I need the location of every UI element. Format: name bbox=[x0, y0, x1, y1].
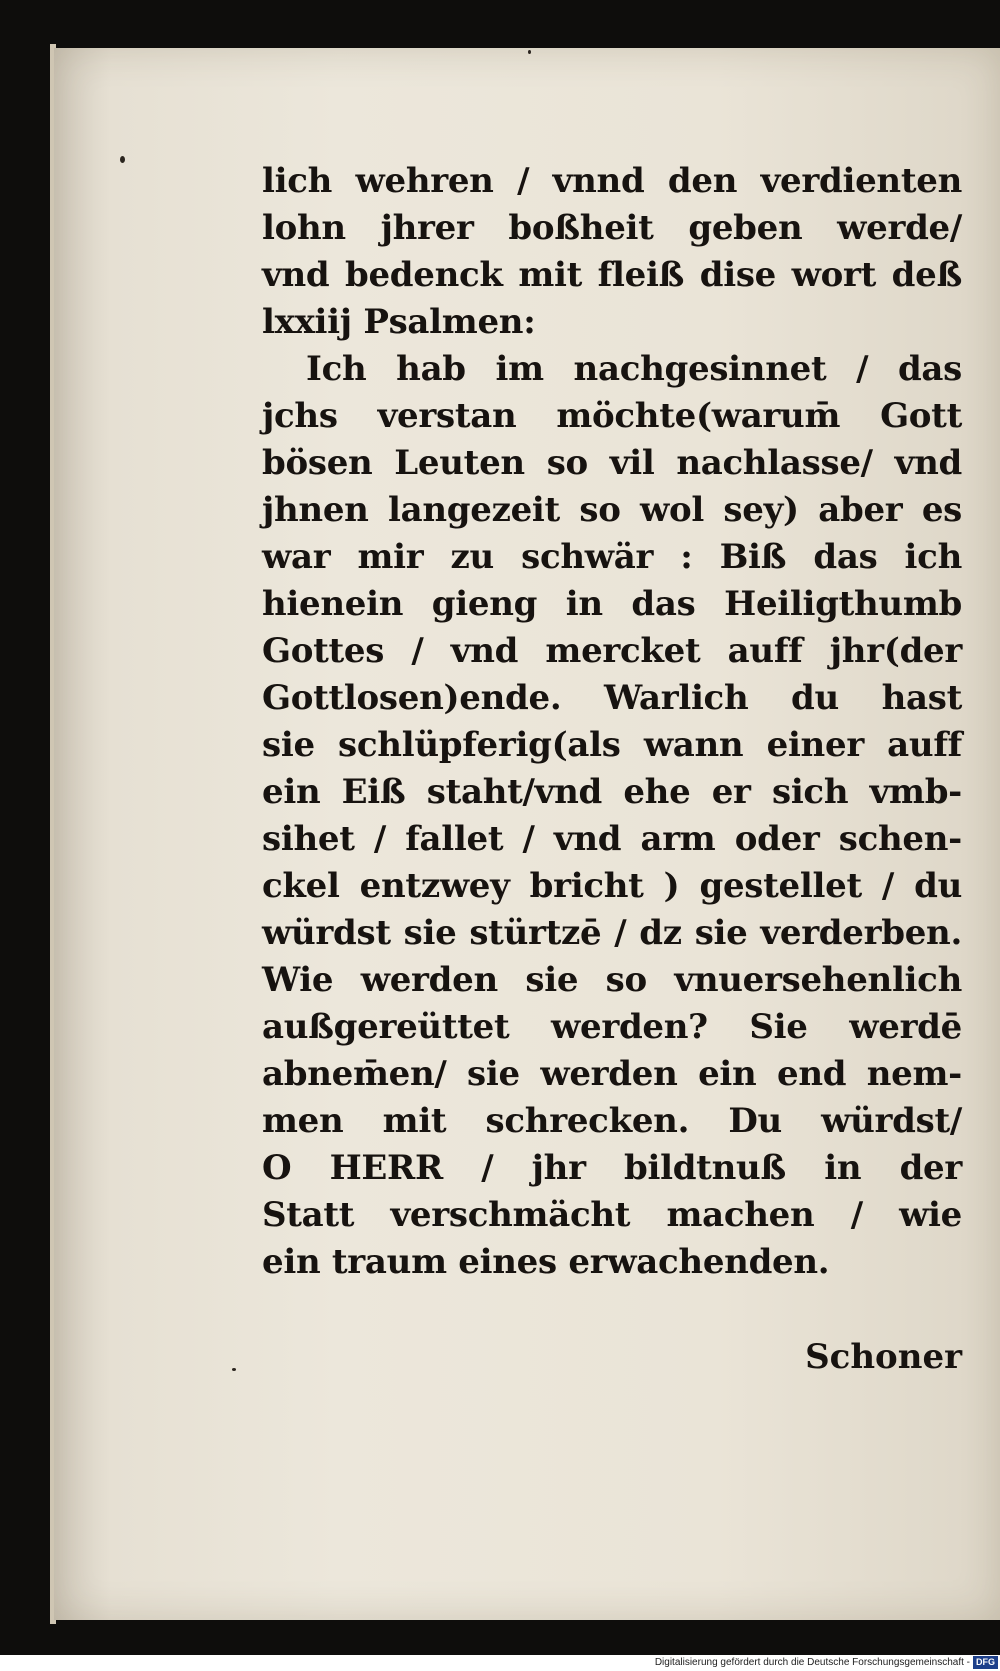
text-line: hienein gieng in das Heiligthumb bbox=[262, 584, 962, 624]
text-line: außgereüttet werden? Sie werdē bbox=[262, 1007, 962, 1047]
ink-speck bbox=[528, 50, 531, 54]
text-line: Gottes / vnd mercket auff jhr(der bbox=[262, 631, 962, 671]
text-line: abnem̄en/ sie werden ein end nem- bbox=[262, 1054, 962, 1094]
text-line: lich wehren / vnnd den verdienten bbox=[262, 161, 962, 201]
text-line: bösen Leuten so vil nachlasse/ vnd bbox=[262, 443, 962, 483]
text-line: war mir zu schwär : Biß das ich bbox=[262, 537, 962, 577]
text-line: O HERR / jhr bildtnuß in der bbox=[262, 1148, 962, 1188]
text-line: Wie werden sie so vnuersehenlich bbox=[262, 960, 962, 1000]
text-line: ckel entzwey bricht ) gestellet / du bbox=[262, 866, 962, 906]
text-line: sie schlüpferig(als wann einer auff bbox=[262, 725, 962, 765]
text-line: würdst sie stürtzē / dz sie verderben. bbox=[262, 913, 962, 953]
text-line: ein Eiß staht/vnd ehe er sich vmb- bbox=[262, 772, 962, 812]
page-text bbox=[262, 158, 962, 1286]
text-line: ein traum eines erwachenden. bbox=[262, 1242, 830, 1282]
text-line: lxxiij Psalmen: bbox=[262, 302, 536, 342]
text-line: jchs verstan möchte(warum̄ Gott bbox=[262, 396, 962, 436]
text-line: Ich hab im nachgesinnet / das bbox=[306, 349, 962, 389]
footer-bar bbox=[0, 1655, 1000, 1671]
text-line: jhnen langezeit so wol sey) aber es bbox=[262, 490, 962, 530]
text-line: vnd bedenck mit fleiß dise wort deß bbox=[262, 255, 962, 295]
footer-credit: Digitalisierung gefördert durch die Deutsche Forschungsgemeinschaft - bbox=[654, 1657, 970, 1668]
ink-speck bbox=[232, 1368, 236, 1371]
dfg-logo: DFG bbox=[973, 1656, 998, 1669]
ink-speck bbox=[120, 156, 125, 163]
catchword: Schoner bbox=[805, 1337, 962, 1377]
text-line: sihet / fallet / vnd arm oder schen- bbox=[262, 819, 962, 859]
text-line: Statt verschmächt machen / wie bbox=[262, 1195, 962, 1235]
text-line: Gottlosen)ende. Warlich du hast bbox=[262, 678, 962, 718]
text-line: lohn jhrer boßheit geben werde/ bbox=[262, 208, 962, 248]
text-line: men mit schrecken. Du würdst/ bbox=[262, 1101, 962, 1141]
